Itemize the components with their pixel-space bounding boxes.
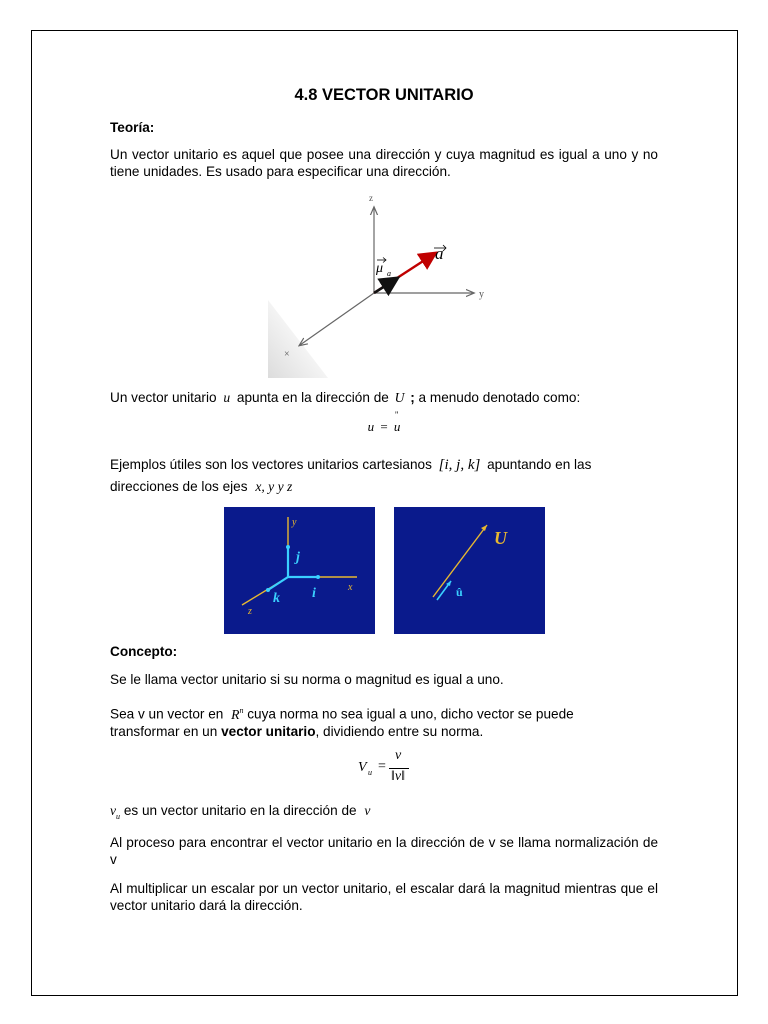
u-variable: u bbox=[223, 390, 231, 405]
k-vector bbox=[268, 577, 288, 590]
cartesian-axes-line: direcciones de los ejes x, y y z bbox=[110, 479, 293, 494]
unit-notation-equation: u = u " bbox=[367, 410, 401, 434]
x-axis-line bbox=[300, 293, 374, 345]
R-exponent: n bbox=[239, 706, 244, 715]
y-label: y bbox=[292, 517, 297, 528]
vu-subscript: u bbox=[116, 812, 121, 821]
R-variable: R bbox=[231, 706, 240, 722]
concepto-definition: Se le llama vector unitario si su norma o magnitud es igual a uno. bbox=[110, 672, 504, 687]
x-label: x bbox=[348, 582, 353, 593]
mu-label: μ bbox=[376, 261, 384, 276]
vu-variable: v bbox=[110, 803, 117, 818]
page-title: 4.8 VECTOR UNITARIO bbox=[294, 86, 474, 104]
normalization-process-paragraph: Al proceso para encontrar el vector unitario en la dirección de v se llama normalización de v bbox=[110, 835, 658, 867]
u-hat-label: û bbox=[456, 585, 463, 599]
y-axis-label: y bbox=[479, 289, 484, 300]
vector-u-paragraph: Un vector unitario u apunta en la dirección de U ; a menudo denotado como: bbox=[110, 390, 581, 405]
eq-denominator: ‖v‖ bbox=[391, 769, 406, 784]
ijk-bracket: [i, j, k] bbox=[438, 457, 481, 473]
U-label: U bbox=[494, 528, 507, 548]
U-variable: U bbox=[394, 390, 405, 405]
teoria-heading: Teoría: bbox=[110, 120, 155, 135]
scalar-multiplication-paragraph: Al multiplicar un escalar por un vector unitario, el escalar dará la magnitud mientras que el vector unitario dará la dirección. bbox=[110, 881, 658, 913]
unit-vector-3d-figure bbox=[268, 190, 498, 378]
v-variable: v bbox=[364, 803, 371, 818]
k-label: k bbox=[273, 591, 280, 606]
concepto-heading: Concepto: bbox=[110, 644, 178, 659]
axes-variables: x, y y z bbox=[255, 479, 293, 494]
z-axis-label: z bbox=[369, 193, 373, 203]
ijk-basis-figure bbox=[224, 507, 375, 634]
normalization-paragraph: Sea v un vector en $R^n$ cuya norma no sea igual a uno, dicho vector se puede transformar en un vector unitario, dividiendo entre su norma. bbox=[110, 706, 574, 739]
mu-subscript: a bbox=[387, 269, 391, 278]
i-label: i bbox=[312, 586, 316, 601]
eq-equals: = bbox=[378, 759, 386, 774]
eq-numerator: v bbox=[395, 748, 402, 763]
cartesian-examples-paragraph: Ejemplos útiles son los vectores unitarios cartesianos [i, j, k] apuntando en las bbox=[110, 457, 592, 473]
eq-lhs-subscript: u bbox=[368, 768, 372, 777]
eq-lhs: V bbox=[358, 760, 367, 775]
normalization-equation bbox=[355, 748, 445, 792]
vector-a-label: a bbox=[435, 244, 444, 263]
unit-vector-line bbox=[374, 279, 396, 293]
vu-description: $v_u$ es un vector unitario en la dirección de v bbox=[110, 803, 371, 821]
z-label: z bbox=[248, 606, 252, 617]
j-label: j bbox=[296, 550, 300, 565]
u-hat-figure bbox=[394, 507, 545, 634]
unit-vector-bold: vector unitario bbox=[221, 723, 316, 739]
teoria-paragraph: Un vector unitario es aquel que posee una dirección y cuya magnitud es igual a uno y no tiene unidades. Es usado para especificar una dirección. bbox=[110, 147, 658, 179]
x-axis-label: × bbox=[284, 349, 290, 360]
figure-shadow bbox=[268, 300, 328, 378]
